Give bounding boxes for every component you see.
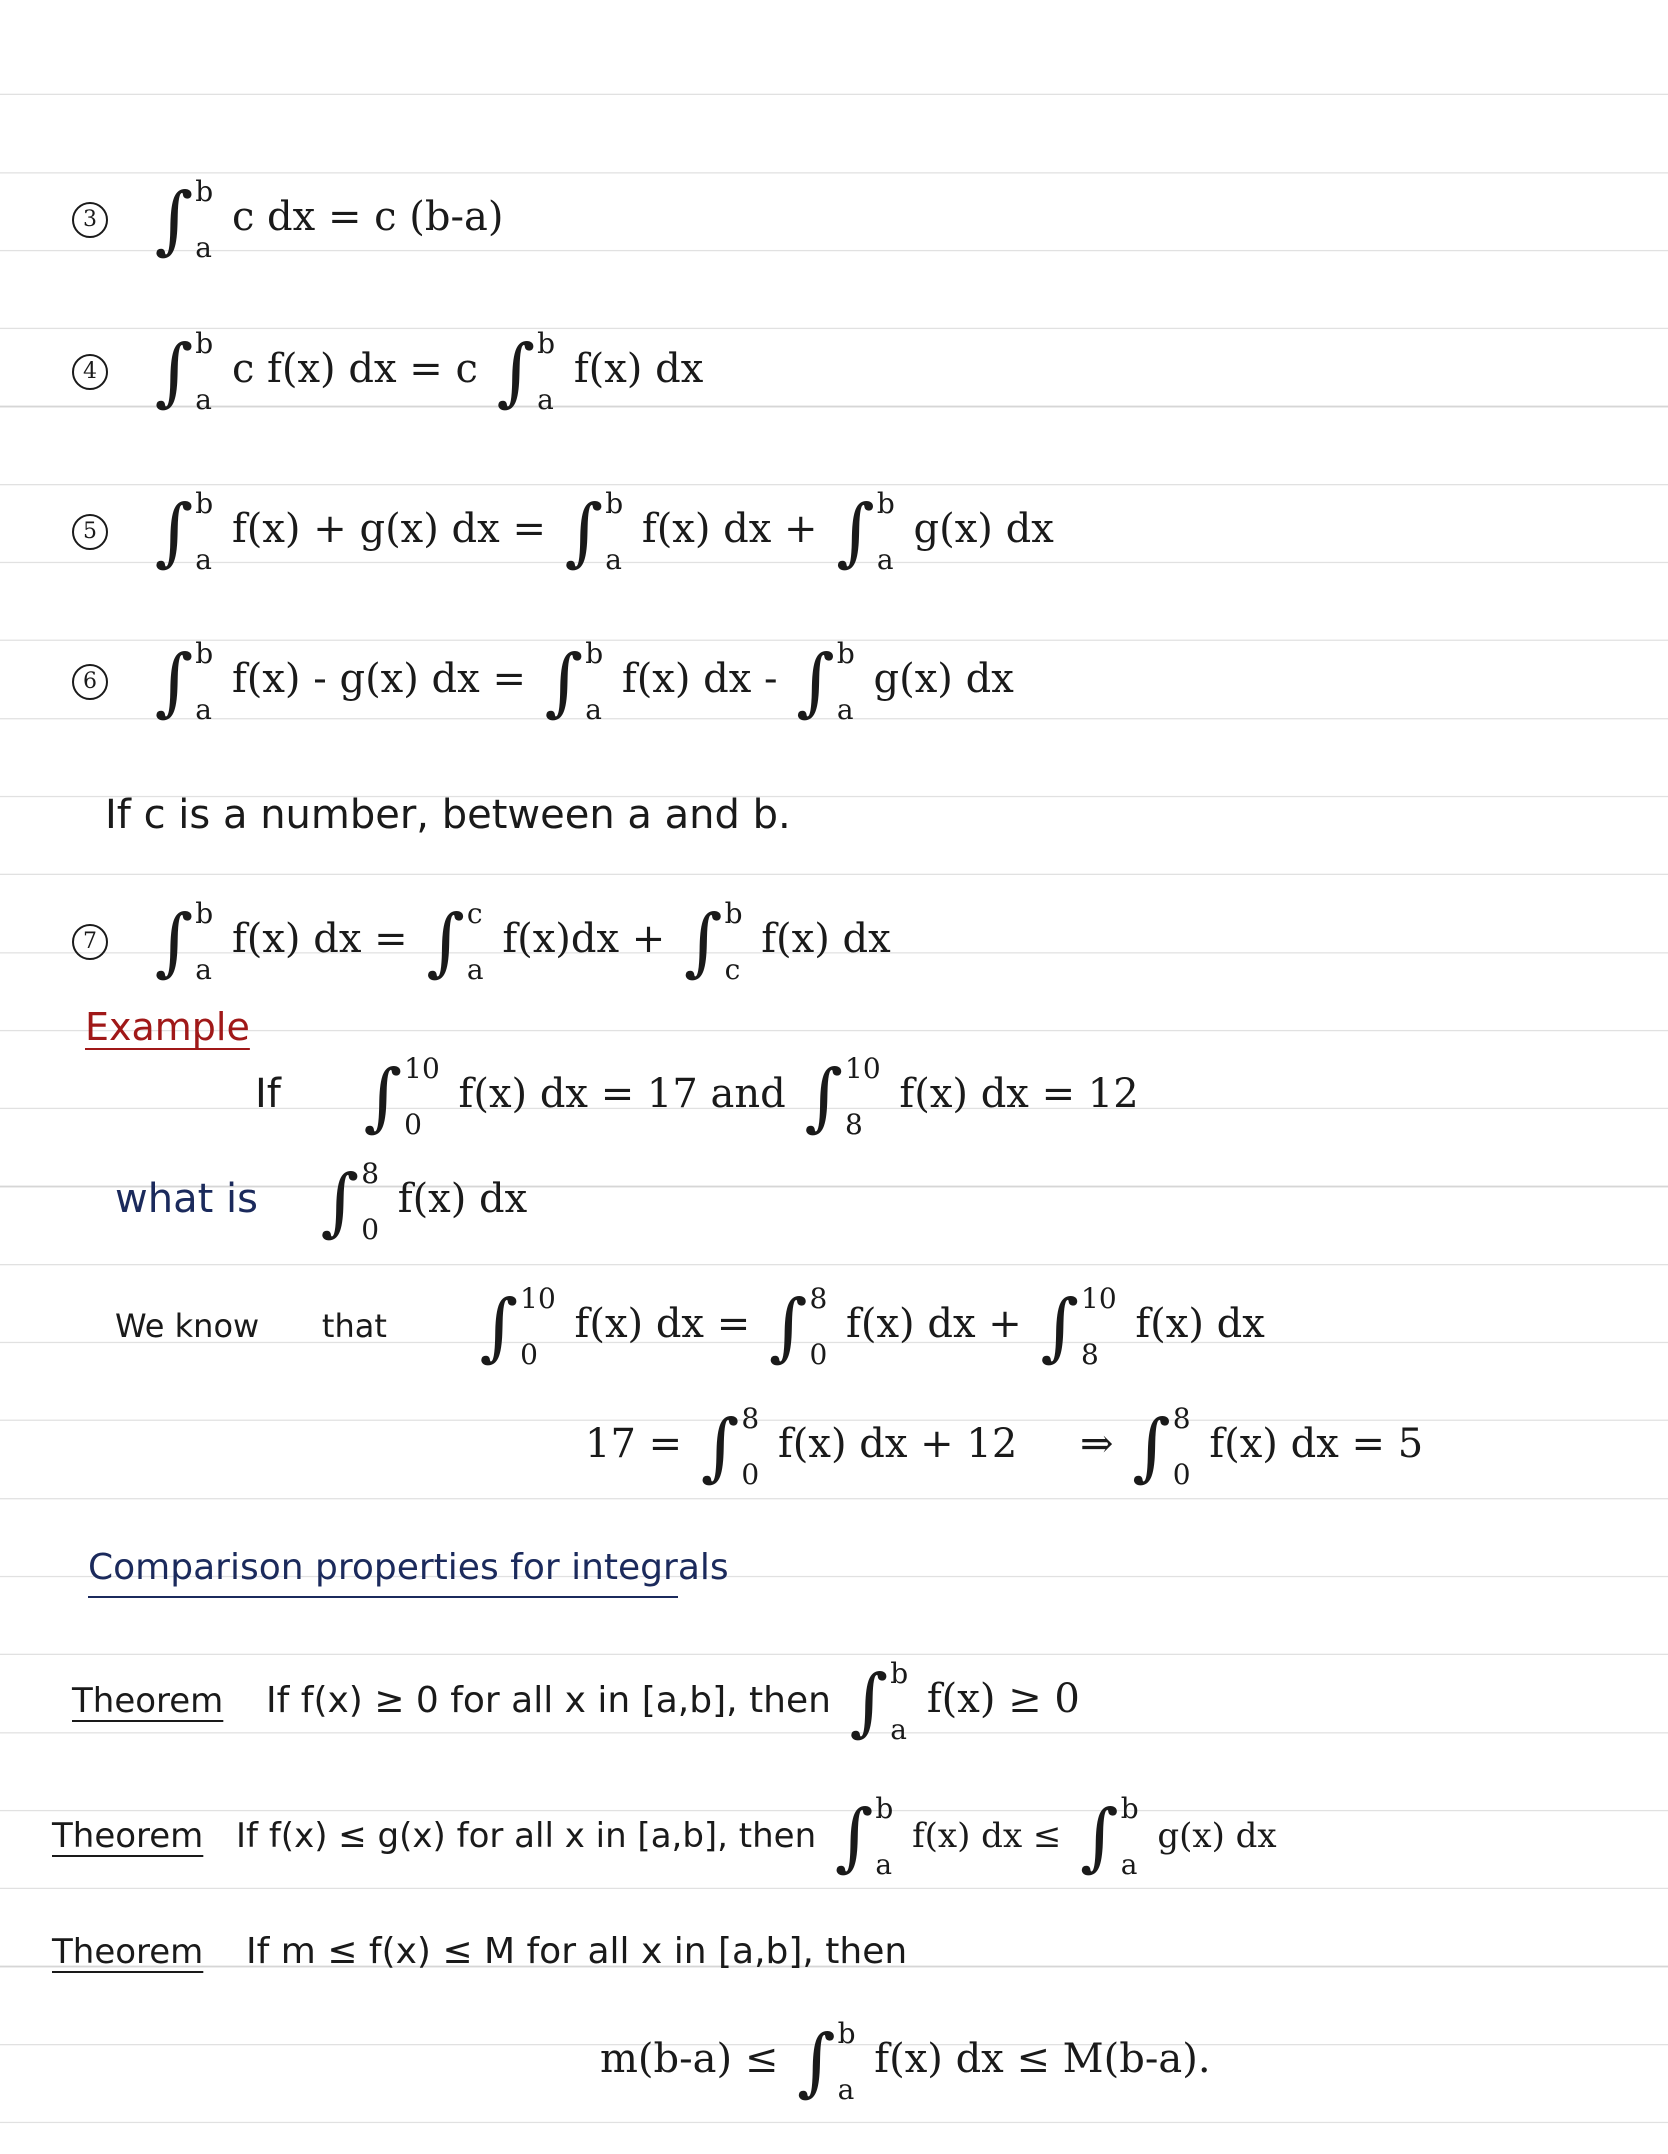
rhs: f(x) dx - bbox=[621, 656, 778, 702]
integral: ∫ b a bbox=[544, 637, 604, 726]
integral: ∫ 10 8 bbox=[1040, 1282, 1117, 1371]
comparison-title: Comparison properties for integrals bbox=[88, 1550, 678, 1598]
integral: ∫ 8 0 bbox=[768, 1282, 828, 1371]
know-3: f(x) dx bbox=[1135, 1301, 1265, 1347]
rhs: f(x) dx bbox=[573, 346, 704, 392]
theorem-text: If f(x) ≥ 0 for all x in [a,b], then bbox=[266, 1680, 831, 1721]
if-word: If bbox=[255, 1071, 281, 1117]
lhs: f(x) - g(x) dx bbox=[231, 656, 480, 702]
rhs: f(x) dx bbox=[761, 916, 891, 962]
solve-3: f(x) dx = 5 bbox=[1209, 1421, 1424, 1467]
integral: ∫ b a bbox=[836, 487, 895, 576]
theorem-label: Theorem bbox=[72, 1681, 224, 1721]
integral: ∫ 10 8 bbox=[804, 1052, 881, 1141]
integral: ∫ b a bbox=[496, 327, 556, 416]
theorem-1 bbox=[72, 1657, 1080, 1746]
lhs: f(x) dx = bbox=[231, 916, 408, 962]
given-1: f(x) dx = 17 and bbox=[458, 1071, 786, 1117]
integral: ∫ 8 0 bbox=[700, 1402, 760, 1491]
final-pre: m(b-a) ≤ bbox=[600, 2036, 779, 2082]
rhs2: g(x) dx bbox=[913, 506, 1054, 552]
rhs: c (b-a) bbox=[374, 194, 504, 240]
final-post: f(x) dx ≤ M(b-a). bbox=[874, 2036, 1211, 2082]
lhs: c dx bbox=[231, 194, 316, 240]
know-2: f(x) dx + bbox=[846, 1301, 1022, 1347]
rule-4 bbox=[72, 327, 704, 416]
we-know bbox=[115, 1282, 1265, 1371]
question bbox=[115, 1157, 528, 1246]
example-label: Example bbox=[85, 1005, 250, 1049]
integral: ∫ c a bbox=[426, 897, 484, 986]
example-given bbox=[255, 1052, 1139, 1141]
rule-7 bbox=[72, 897, 891, 986]
final-inequality bbox=[600, 2017, 1211, 2106]
integral: ∫ b a bbox=[154, 897, 214, 986]
theorem-2 bbox=[52, 1792, 1277, 1881]
equals: = bbox=[512, 506, 546, 552]
that-text: that bbox=[321, 1307, 387, 1345]
integral: ∫ b a bbox=[796, 637, 855, 726]
equals: = bbox=[409, 346, 443, 392]
we-know-text: We know bbox=[115, 1307, 260, 1345]
theorem-text: If f(x) ≤ g(x) for all x in [a,b], then bbox=[236, 1816, 817, 1856]
given-2: f(x) dx = 12 bbox=[899, 1071, 1139, 1117]
rule-3 bbox=[72, 175, 504, 264]
integral: ∫ b a bbox=[154, 487, 214, 576]
rhs2: g(x) dx bbox=[873, 656, 1014, 702]
implies-arrow: ⇒ bbox=[1079, 1421, 1114, 1467]
rule-number: 6 bbox=[72, 664, 108, 700]
solve-1: 17 = bbox=[585, 1421, 683, 1467]
integral: ∫ 8 0 bbox=[320, 1157, 380, 1246]
question-integrand: f(x) dx bbox=[397, 1176, 528, 1222]
equals: = bbox=[492, 656, 526, 702]
integral: ∫ b a bbox=[564, 487, 624, 576]
integral: ∫ b a bbox=[797, 2017, 856, 2106]
equals: = bbox=[327, 194, 362, 240]
theorem-3 bbox=[52, 1930, 907, 1970]
theorem-result: f(x) dx ≤ bbox=[912, 1816, 1062, 1856]
theorem-text: If m ≤ f(x) ≤ M for all x in [a,b], then bbox=[246, 1931, 908, 1972]
rule-number: 5 bbox=[72, 514, 108, 550]
integral: ∫ 8 0 bbox=[1132, 1402, 1191, 1491]
solve-2: f(x) dx + 12 bbox=[777, 1421, 1018, 1467]
what-is: what is bbox=[115, 1176, 258, 1222]
integral: ∫ b a bbox=[154, 175, 214, 264]
theorem-label: Theorem bbox=[52, 1816, 204, 1856]
rule-number: 4 bbox=[72, 354, 108, 390]
rule-6 bbox=[72, 637, 1014, 726]
constant: c bbox=[455, 346, 478, 392]
theorem-label: Theorem bbox=[52, 1932, 204, 1972]
integral: ∫ b a bbox=[849, 1657, 909, 1746]
lhs: f(x) + g(x) dx bbox=[231, 506, 500, 552]
integral: ∫ b c bbox=[684, 897, 743, 986]
rule-number: 7 bbox=[72, 924, 108, 960]
integral: ∫ 10 0 bbox=[363, 1052, 440, 1141]
integral: ∫ b a bbox=[1080, 1792, 1139, 1881]
know-1: f(x) dx = bbox=[574, 1301, 751, 1347]
integral: ∫ b a bbox=[154, 637, 214, 726]
theorem-result: f(x) ≥ 0 bbox=[926, 1676, 1080, 1722]
rhs: f(x) dx + bbox=[641, 506, 818, 552]
lhs: c f(x) dx bbox=[231, 346, 397, 392]
integral: ∫ 10 0 bbox=[479, 1282, 556, 1371]
integral: ∫ b a bbox=[834, 1792, 894, 1881]
between-note: If c is a number, between a and b. bbox=[105, 792, 791, 838]
mid: f(x)dx + bbox=[502, 916, 666, 962]
rule-5 bbox=[72, 487, 1054, 576]
integral: ∫ b a bbox=[154, 327, 214, 416]
theorem-result-2: g(x) dx bbox=[1157, 1816, 1277, 1856]
solve-line bbox=[585, 1402, 1424, 1491]
rule-number: 3 bbox=[72, 202, 108, 238]
